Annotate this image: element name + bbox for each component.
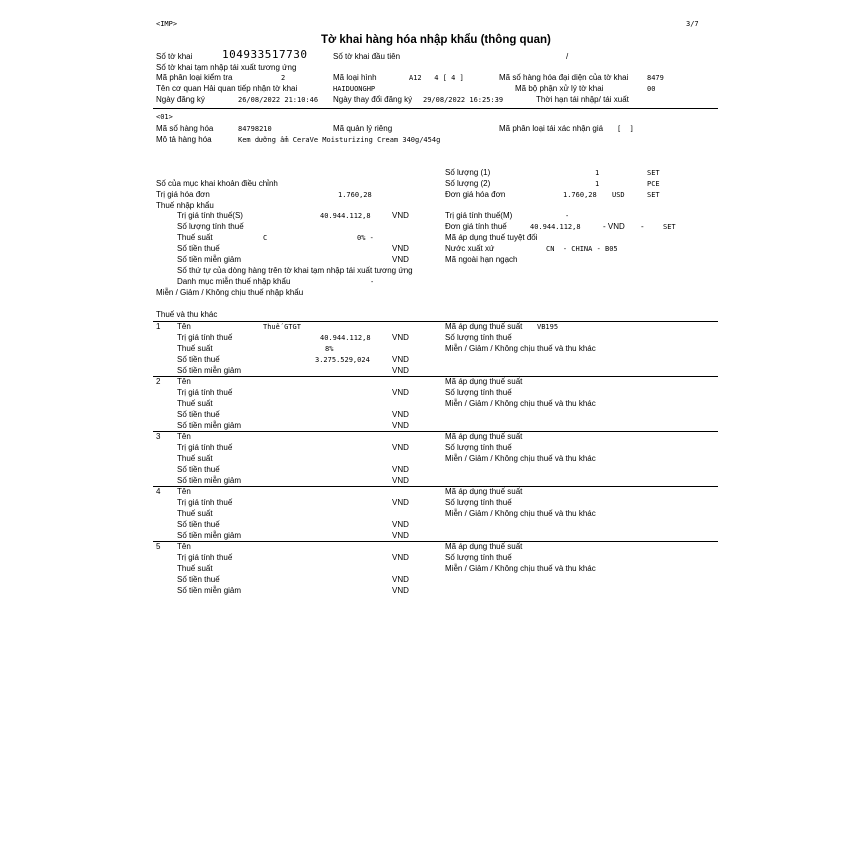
thue-suat-code: C: [263, 234, 268, 242]
mo-ta-label: Mô tả hàng hóa: [156, 135, 212, 144]
ma-loai-hinh: A12 4 [ 4 ]: [409, 74, 464, 82]
tax-so-tien-vnd: VND: [392, 355, 409, 364]
so-tien-thue-vnd: VND: [392, 244, 409, 253]
tax-so-tien: 3.275.529,024: [315, 356, 370, 364]
so-luong1-unit: SET: [647, 169, 660, 177]
tax-tri-gia-vnd: VND: [392, 553, 409, 562]
so-tien-thue-label: Số tiền thuế: [177, 244, 220, 253]
ma-ngoai-han-ngach-label: Mã ngoài hạn ngạch: [445, 255, 518, 264]
danh-muc-label: Danh mục miễn thuế nhập khẩu: [177, 277, 291, 286]
tax-so-tien-vnd: VND: [392, 465, 409, 474]
don-gia-hd: 1.760,28: [563, 191, 597, 199]
tax-tri-gia-vnd: VND: [392, 498, 409, 507]
tax-row-divider: [153, 376, 718, 377]
tax-so-luong-label: Số lượng tính thuế: [445, 553, 512, 562]
tax-mien-giam-label: Số tiền miễn giảm: [177, 421, 242, 430]
ma-ad-tuyet-doi-label: Mã áp dụng thuế tuyệt đối: [445, 233, 538, 242]
tri-gia-tt-m-label: Trị giá tính thuế(M): [445, 211, 513, 220]
ma-so-hh: 84798210: [238, 125, 272, 133]
tax-tri-gia-vnd: VND: [392, 443, 409, 452]
ma-bo-phan: 00: [647, 85, 656, 93]
tax-tri-gia: 40.944.112,8: [320, 334, 371, 342]
tax-row-divider: [153, 431, 718, 432]
ma-phan-loai-kt-label: Mã phân loại kiểm tra: [156, 73, 233, 82]
so-luong2-label: Số lượng (2): [445, 179, 491, 188]
don-gia-tt-unit: SET: [663, 223, 676, 231]
tax-so-tien-label: Số tiền thuế: [177, 520, 220, 529]
don-gia-tt-label: Đơn giá tính thuế: [445, 222, 507, 231]
so-luong1-label: Số lượng (1): [445, 168, 491, 177]
tax-tri-gia-label: Trị giá tính thuế: [177, 443, 233, 452]
tax-so-tien-label: Số tiền thuế: [177, 575, 220, 584]
tax-so-luong-label: Số lượng tính thuế: [445, 333, 512, 342]
tax-ma-ap-dung-label: Mã áp dụng thuế suất: [445, 377, 523, 386]
tax-mien-giam-label: Số tiền miễn giảm: [177, 476, 242, 485]
ten-co-quan: HAIDUONGHP: [333, 85, 376, 93]
tax-ma-ap-dung-label: Mã áp dụng thuế suất: [445, 432, 523, 441]
ngay-dang-ky-label: Ngày đăng ký: [156, 95, 205, 104]
tax-ten-label: Tên: [177, 432, 191, 441]
tax-tri-gia-label: Trị giá tính thuế: [177, 388, 233, 397]
tax-so-luong-label: Số lượng tính thuế: [445, 498, 512, 507]
danh-muc: -: [370, 278, 375, 286]
tax-thue-suat-label: Thuế suất: [177, 564, 213, 573]
doc-tag: <IMP>: [156, 20, 178, 28]
thue-suat-label: Thuế suất: [177, 233, 213, 242]
ma-so-hh-label: Mã số hàng hóa: [156, 124, 214, 133]
tax-tri-gia-vnd: VND: [392, 333, 409, 342]
tax-row-number: 2: [156, 377, 161, 386]
page-number: 3/7: [686, 20, 699, 28]
don-gia-tt-cur: - VND: [603, 222, 625, 231]
ma-so-hh-dai-dien: 8479: [647, 74, 664, 82]
ngay-dang-ky: 26/08/2022 21:10:46: [238, 96, 319, 104]
tax-row-number: 5: [156, 542, 161, 551]
ma-loai-hinh-label: Mã loại hình: [333, 73, 377, 82]
tax-thue-suat-label: Thuế suất: [177, 454, 213, 463]
ma-bo-phan-label: Mã bộ phận xử lý tờ khai: [515, 84, 604, 93]
tax-row-divider: [153, 541, 718, 542]
so-luong2: 1: [595, 180, 600, 188]
tri-gia-tt-s-label: Trị giá tính thuế(S): [177, 211, 243, 220]
tax-row-divider: [153, 321, 718, 322]
tax-mien-giam-label: Số tiền miễn giảm: [177, 531, 242, 540]
thue-nk-label: Thuế nhập khẩu: [156, 201, 214, 210]
tax-mien-giam-khac-label: Miễn / Giảm / Không chịu thuế và thu khác: [445, 564, 596, 573]
nuoc-xuat-xu: CN - CHINA - B05: [546, 245, 618, 253]
mo-ta: Kem dưỡng ẩm CeraVe Moisturizing Cream 340g/454g: [238, 136, 441, 144]
tri-gia-hd: 1.760,28: [338, 191, 372, 199]
ngay-thay-doi: 29/08/2022 16:25:39: [423, 96, 504, 104]
tax-mien-giam-vnd: VND: [392, 366, 409, 375]
don-gia-tt-dash: -: [641, 222, 644, 231]
tax-mien-giam-khac-label: Miễn / Giảm / Không chịu thuế và thu khác: [445, 399, 596, 408]
don-gia-cur: USD: [612, 191, 625, 199]
mien-giam-label: Miễn / Giảm / Không chịu thuế nhập khẩu: [156, 288, 304, 297]
tax-ma-ap-dung-label: Mã áp dụng thuế suất: [445, 542, 523, 551]
tax-so-tien-label: Số tiền thuế: [177, 410, 220, 419]
so-tk-tam-nhap-label: Số tờ khai tạm nhập tái xuất tương ứng: [156, 63, 297, 72]
tax-so-tien-label: Số tiền thuế: [177, 465, 220, 474]
don-gia-unit: SET: [647, 191, 660, 199]
don-gia-hd-label: Đơn giá hóa đơn: [445, 190, 506, 199]
item-code: <01>: [156, 113, 173, 121]
ma-so-hh-dai-dien-label: Mã số hàng hóa đại diện của tờ khai: [499, 73, 629, 82]
tri-gia-tt-s-vnd: VND: [392, 211, 409, 220]
tax-mien-giam-label: Số tiền miễn giảm: [177, 366, 242, 375]
tax-thue-suat: 8%: [325, 345, 334, 353]
tax-thue-suat-label: Thuế suất: [177, 509, 213, 518]
tax-mien-giam-vnd: VND: [392, 476, 409, 485]
tax-thue-suat-label: Thuế suất: [177, 344, 213, 353]
tax-row-divider: [153, 486, 718, 487]
thoi-han-label: Thời hạn tái nhập/ tái xuất: [536, 95, 629, 104]
tax-ma-ap-dung: VB195: [537, 323, 559, 331]
tri-gia-tt-s: 40.944.112,8: [320, 212, 371, 220]
tax-mien-giam-vnd: VND: [392, 586, 409, 595]
tax-tri-gia-vnd: VND: [392, 388, 409, 397]
tax-row-number: 3: [156, 432, 161, 441]
so-tien-mien-vnd: VND: [392, 255, 409, 264]
so-to-khai-label: Số tờ khai: [156, 52, 193, 61]
ma-phan-loai-tai-xac: [ ]: [617, 125, 634, 133]
tax-so-tien-label: Số tiền thuế: [177, 355, 220, 364]
nuoc-xuat-xu-label: Nước xuất xứ: [445, 244, 495, 253]
tax-ma-ap-dung-label: Mã áp dụng thuế suất: [445, 487, 523, 496]
thue-suat: 0% -: [357, 234, 374, 242]
other-taxes-label: Thuế và thu khác: [156, 310, 218, 319]
tax-so-tien-vnd: VND: [392, 520, 409, 529]
ma-phan-loai-kt: 2: [281, 74, 286, 82]
tax-mien-giam-khac-label: Miễn / Giảm / Không chịu thuế và thu khác: [445, 344, 596, 353]
so-thu-tu-label: Số thứ tự của dòng hàng trên tờ khai tạm nhập tái xuất tương ứng: [177, 266, 413, 275]
tax-tri-gia-label: Trị giá tính thuế: [177, 333, 233, 342]
tax-tri-gia-label: Trị giá tính thuế: [177, 553, 233, 562]
tax-so-tien-vnd: VND: [392, 410, 409, 419]
tax-mien-giam-label: Số tiền miễn giảm: [177, 586, 242, 595]
tax-ten-label: Tên: [177, 377, 191, 386]
so-tk-dau-tien-label: Số tờ khai đầu tiên: [333, 52, 401, 61]
tax-ten-label: Tên: [177, 542, 191, 551]
so-luong2-unit: PCE: [647, 180, 660, 188]
tax-ten: Thuế GTGT: [263, 323, 301, 331]
so-muc-khai-label: Số của mục khai khoản điều chỉnh: [156, 179, 278, 188]
so-luong1: 1: [595, 169, 600, 177]
tax-ten-label: Tên: [177, 322, 191, 331]
tax-so-tien-vnd: VND: [392, 575, 409, 584]
ngay-thay-doi-label: Ngày thay đổi đăng ký: [333, 95, 413, 104]
tri-gia-tt-m: -: [565, 212, 570, 220]
tax-tri-gia-label: Trị giá tính thuế: [177, 498, 233, 507]
tax-so-luong-label: Số lượng tính thuế: [445, 388, 512, 397]
tax-row-number: 1: [156, 322, 161, 331]
tax-thue-suat-label: Thuế suất: [177, 399, 213, 408]
so-to-khai: 104933517730: [222, 48, 308, 61]
tax-ten-label: Tên: [177, 487, 191, 496]
tax-ma-ap-dung-label: Mã áp dụng thuế suất: [445, 322, 523, 331]
tax-mien-giam-vnd: VND: [392, 531, 409, 540]
ma-phan-loai-tai-xac-label: Mã phân loại tái xác nhận giá: [499, 124, 604, 133]
doc-title: Tờ khai hàng hóa nhập khẩu (thông quan): [321, 34, 551, 46]
don-gia-tt: 40.944.112,8: [530, 223, 581, 231]
ten-co-quan-label: Tên cơ quan Hải quan tiếp nhận tờ khai: [156, 84, 298, 93]
so-tien-mien-label: Số tiền miễn giảm: [177, 255, 242, 264]
tri-gia-hd-label: Trị giá hóa đơn: [156, 190, 210, 199]
tax-row-number: 4: [156, 487, 161, 496]
tax-mien-giam-khac-label: Miễn / Giảm / Không chịu thuế và thu khác: [445, 509, 596, 518]
tax-mien-giam-khac-label: Miễn / Giảm / Không chịu thuế và thu khác: [445, 454, 596, 463]
tax-so-luong-label: Số lượng tính thuế: [445, 443, 512, 452]
so-luong-tt-label: Số lượng tính thuế: [177, 222, 244, 231]
tax-mien-giam-vnd: VND: [392, 421, 409, 430]
slash: /: [566, 52, 569, 61]
ma-quan-ly-label: Mã quản lý riêng: [333, 124, 393, 133]
divider: [153, 108, 718, 109]
